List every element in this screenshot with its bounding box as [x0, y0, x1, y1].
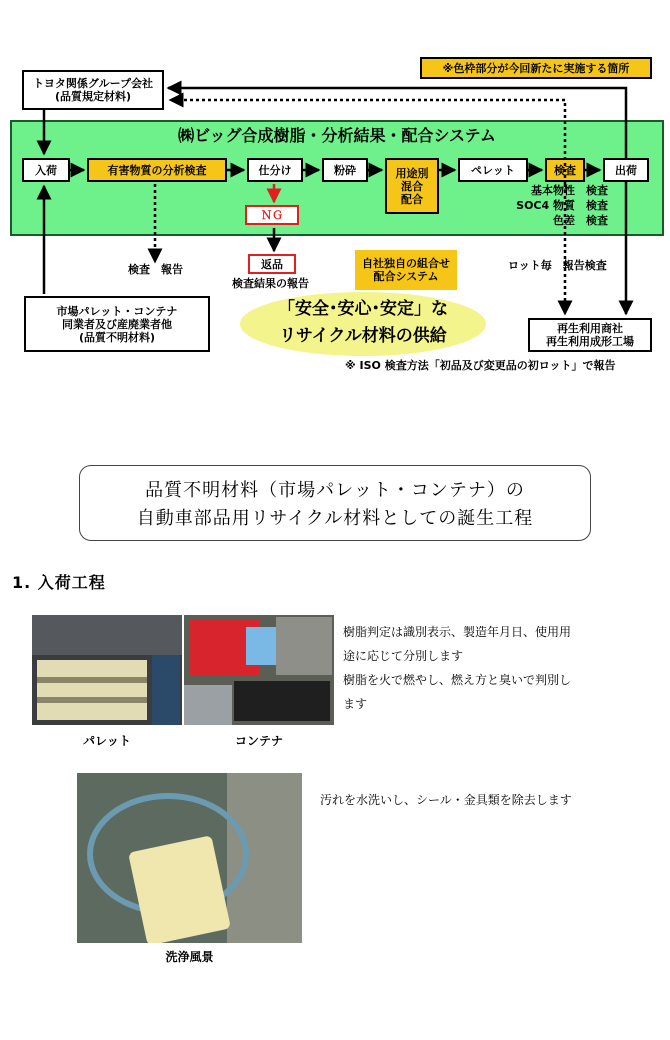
step-funsai: 粉砕	[322, 158, 368, 182]
photo-wash	[77, 773, 302, 943]
step-pellet: ペレット	[458, 158, 528, 182]
step-analysis: 有害物質の分析検査	[87, 158, 227, 182]
diagram-connectors	[0, 0, 670, 380]
step-youto: 用途別 混合 配合	[385, 158, 439, 214]
legend-note: ※色枠部分が今回新たに実施する箇所	[420, 57, 652, 79]
caption-wash: 洗浄風景	[165, 950, 214, 964]
system-title: ㈱ビッグ合成樹脂・分析結果・配合システム	[178, 126, 496, 145]
slogan-text: 「安全･安心･安定」な リサイクル材料の供給	[278, 299, 448, 346]
section1-text-1: 樹脂判定は識別表示、製造年月日、使用用 途に応じて分別します 樹脂を火で燃やし、燃え方と臭いで判別し ます	[343, 625, 572, 711]
kensa-kekka-label: 検査結果の報告	[232, 277, 309, 290]
inspection-items: 基本物性 検査 SOC4 物質 検査 色差 検査	[516, 184, 608, 227]
section1-text-2: 汚れを水洗いし、シール・金具類を除去します	[320, 793, 572, 807]
henpin-box: 返品	[248, 254, 296, 274]
section-title: 1. 入荷工程	[12, 573, 106, 592]
step-shukka: 出荷	[603, 158, 649, 182]
ng-box: ＮＧ	[245, 205, 299, 225]
caption-pallet: パレット	[83, 734, 131, 748]
photo-container	[184, 615, 334, 725]
jisha-box: 自社独自の組合せ 配合システム	[355, 250, 457, 290]
process-heading: 品質不明材料（市場パレット・コンテナ）の 自動車部品用リサイクル材料としての誕生工程	[136, 480, 534, 529]
iso-note: ※ ISO 検査方法「初品及び変更品の初ロット」で報告	[345, 359, 616, 372]
step-kensa: 検査	[545, 158, 585, 182]
kensa-houkoku-label: 検査 報告	[128, 263, 183, 276]
lot-label: ロット毎 報告検査	[508, 259, 607, 272]
source-market-box: 市場パレット・コンテナ 同業者及び産廃業者他 (品質不明材料)	[24, 296, 210, 352]
customer-box: 再生利用商社 再生利用成形工場	[528, 318, 652, 352]
step-shiwake: 仕分け	[247, 158, 303, 182]
supplier-toyota-box: トヨタ関係グループ会社 (品質規定材料)	[22, 70, 164, 110]
caption-container: コンテナ	[234, 734, 283, 748]
photo-pallet	[32, 615, 182, 725]
step-nyuka: 入荷	[22, 158, 70, 182]
